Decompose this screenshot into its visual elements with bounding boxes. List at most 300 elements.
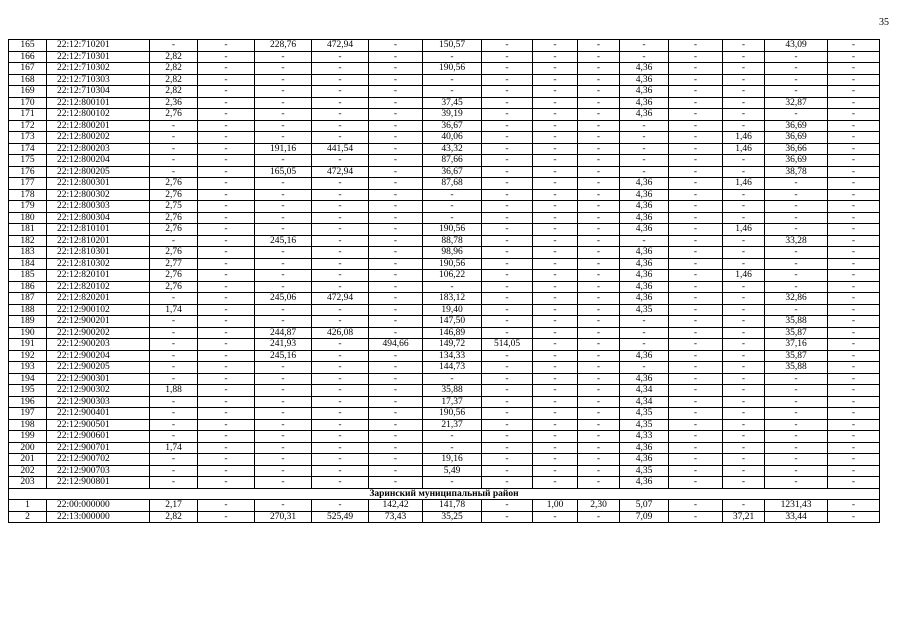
table-cell: 245,06 <box>255 293 312 305</box>
table-cell: - <box>533 166 578 178</box>
table-cell: - <box>482 500 533 512</box>
table-cell: 201 <box>9 454 47 466</box>
table-cell: - <box>482 109 533 121</box>
table-cell: - <box>578 166 620 178</box>
table-cell: 22:12:900501 <box>47 419 150 431</box>
table-cell: 4,36 <box>620 178 669 190</box>
table-cell: 244,87 <box>255 327 312 339</box>
table-cell: 196 <box>9 396 47 408</box>
table-cell: - <box>369 212 423 224</box>
section-row <box>9 488 880 500</box>
table-cell: 22:12:810101 <box>47 224 150 236</box>
table-cell: - <box>578 201 620 213</box>
table-cell: 22:12:820101 <box>47 270 150 282</box>
table-cell: - <box>578 86 620 98</box>
table-cell: - <box>828 477 880 489</box>
table-cell: - <box>198 120 255 132</box>
table-cell: 22:12:800205 <box>47 166 150 178</box>
table-cell: - <box>620 339 669 351</box>
table-cell: - <box>620 316 669 328</box>
table-cell: - <box>198 235 255 247</box>
table-cell: - <box>620 235 669 247</box>
table-cell: 22:12:820201 <box>47 293 150 305</box>
table-cell: - <box>255 304 312 316</box>
table-cell: 22:12:900201 <box>47 316 150 328</box>
table-cell: - <box>312 477 369 489</box>
table-cell: - <box>533 143 578 155</box>
table-cell: 426,08 <box>312 327 369 339</box>
table-cell: - <box>828 51 880 63</box>
table-cell: - <box>312 385 369 397</box>
table-cell: - <box>312 212 369 224</box>
table-cell: - <box>312 270 369 282</box>
table-cell: 2,82 <box>150 63 198 75</box>
table-cell: 199 <box>9 431 47 443</box>
table-cell: - <box>369 201 423 213</box>
table-cell: 1,46 <box>723 178 765 190</box>
table-cell: 190,56 <box>423 63 482 75</box>
table-cell: 40,06 <box>423 132 482 144</box>
table-cell: 4,35 <box>620 465 669 477</box>
table-cell: 189 <box>9 316 47 328</box>
table-cell: - <box>369 477 423 489</box>
table-row <box>9 155 880 167</box>
table-cell: 4,33 <box>620 431 669 443</box>
table-cell: - <box>669 373 723 385</box>
table-cell: 22:12:810302 <box>47 258 150 270</box>
table-cell: - <box>369 293 423 305</box>
table-cell: - <box>369 270 423 282</box>
table-cell: - <box>423 373 482 385</box>
table-cell: - <box>765 270 828 282</box>
table-cell: - <box>723 431 765 443</box>
table-cell: 35,88 <box>765 362 828 374</box>
table-cell: - <box>198 178 255 190</box>
table-row <box>9 293 880 305</box>
table-cell: - <box>578 143 620 155</box>
table-row <box>9 201 880 213</box>
table-cell: - <box>828 431 880 443</box>
table-cell: - <box>723 477 765 489</box>
table-cell: 22:12:900401 <box>47 408 150 420</box>
table-cell: 172 <box>9 120 47 132</box>
table-cell: - <box>255 247 312 259</box>
table-cell: - <box>255 477 312 489</box>
table-cell: - <box>723 350 765 362</box>
table-cell: - <box>723 408 765 420</box>
table-cell: 1,74 <box>150 442 198 454</box>
table-cell: 141,78 <box>423 500 482 512</box>
table-cell: - <box>369 304 423 316</box>
table-cell: 39,19 <box>423 109 482 121</box>
table-cell: 169 <box>9 86 47 98</box>
table-cell: - <box>533 408 578 420</box>
table-cell: - <box>723 304 765 316</box>
table-cell: - <box>150 293 198 305</box>
table-cell: - <box>198 97 255 109</box>
table-cell: 150,57 <box>423 40 482 52</box>
table-cell: - <box>765 178 828 190</box>
table-cell: - <box>533 511 578 523</box>
table-cell: 1,88 <box>150 385 198 397</box>
table-cell: - <box>150 362 198 374</box>
table-cell: - <box>198 454 255 466</box>
table-cell: - <box>369 143 423 155</box>
table-cell: - <box>669 511 723 523</box>
table-cell: 193 <box>9 362 47 374</box>
table-cell: 87,66 <box>423 155 482 167</box>
table-cell: 22:12:800203 <box>47 143 150 155</box>
table-cell: - <box>669 339 723 351</box>
table-cell: - <box>369 327 423 339</box>
table-cell: - <box>620 143 669 155</box>
table-cell: - <box>312 304 369 316</box>
table-cell: 2,82 <box>150 86 198 98</box>
table-cell: 190 <box>9 327 47 339</box>
table-cell: 4,36 <box>620 74 669 86</box>
table-cell: 4,36 <box>620 247 669 259</box>
table-cell: - <box>533 396 578 408</box>
table-cell: 35,87 <box>765 327 828 339</box>
table-cell: - <box>828 454 880 466</box>
table-cell: - <box>312 132 369 144</box>
table-cell: - <box>669 442 723 454</box>
table-cell: - <box>255 408 312 420</box>
table-row <box>9 431 880 443</box>
table-cell: - <box>255 419 312 431</box>
table-cell: - <box>578 120 620 132</box>
table-cell: - <box>255 500 312 512</box>
table-cell: - <box>312 155 369 167</box>
table-cell: 36,67 <box>423 120 482 132</box>
table-cell: 2,76 <box>150 109 198 121</box>
table-cell: 36,66 <box>765 143 828 155</box>
table-cell: 166 <box>9 51 47 63</box>
table-cell: - <box>669 258 723 270</box>
table-cell: 514,05 <box>482 339 533 351</box>
table-cell: 4,36 <box>620 189 669 201</box>
table-row <box>9 63 880 75</box>
table-cell: - <box>482 362 533 374</box>
table-cell: - <box>533 258 578 270</box>
table-row <box>9 97 880 109</box>
table-cell: - <box>255 362 312 374</box>
table-cell: - <box>312 362 369 374</box>
table-cell: - <box>255 201 312 213</box>
table-cell: - <box>369 247 423 259</box>
table-row <box>9 362 880 374</box>
table-cell: - <box>482 477 533 489</box>
table-cell: - <box>828 281 880 293</box>
table-cell: - <box>578 396 620 408</box>
table-cell: 2,76 <box>150 189 198 201</box>
table-cell: - <box>828 408 880 420</box>
table-cell: - <box>765 281 828 293</box>
table-cell: 2,76 <box>150 281 198 293</box>
table-cell: 198 <box>9 419 47 431</box>
table-cell: 22:12:900303 <box>47 396 150 408</box>
table-row <box>9 212 880 224</box>
table-cell: - <box>312 431 369 443</box>
table-cell: - <box>578 247 620 259</box>
table-cell: - <box>669 155 723 167</box>
table-cell: 525,49 <box>312 511 369 523</box>
table-cell: - <box>669 362 723 374</box>
table-cell: - <box>578 373 620 385</box>
table-cell: - <box>578 155 620 167</box>
table-cell: 4,35 <box>620 419 669 431</box>
table-cell: 179 <box>9 201 47 213</box>
table-cell: 2,76 <box>150 247 198 259</box>
table-cell: 241,93 <box>255 339 312 351</box>
table-cell: 1,46 <box>723 270 765 282</box>
table-cell: 5,07 <box>620 500 669 512</box>
table-cell: - <box>669 166 723 178</box>
table-cell: - <box>723 109 765 121</box>
table-cell: - <box>828 316 880 328</box>
table-cell: - <box>669 120 723 132</box>
table-cell: - <box>198 327 255 339</box>
data-table <box>8 39 880 523</box>
table-cell: - <box>198 431 255 443</box>
table-cell: - <box>669 178 723 190</box>
table-cell: - <box>533 281 578 293</box>
table-cell: - <box>482 143 533 155</box>
table-cell: - <box>533 178 578 190</box>
table-cell: - <box>482 304 533 316</box>
table-cell: - <box>150 431 198 443</box>
table-cell: - <box>669 109 723 121</box>
table-cell: - <box>578 281 620 293</box>
table-cell: - <box>533 132 578 144</box>
table-cell: 180 <box>9 212 47 224</box>
table-cell: - <box>198 166 255 178</box>
table-cell: - <box>423 189 482 201</box>
table-cell: - <box>255 155 312 167</box>
table-cell: - <box>369 396 423 408</box>
table-cell: - <box>669 454 723 466</box>
table-row <box>9 178 880 190</box>
table-cell: - <box>533 304 578 316</box>
table-cell: - <box>312 350 369 362</box>
table-cell: - <box>765 189 828 201</box>
table-cell: 182 <box>9 235 47 247</box>
table-row <box>9 281 880 293</box>
table-cell: - <box>578 419 620 431</box>
table-cell: 22:12:900601 <box>47 431 150 443</box>
table-cell: - <box>723 316 765 328</box>
table-cell: 203 <box>9 477 47 489</box>
table-cell: - <box>198 224 255 236</box>
table-cell: - <box>369 155 423 167</box>
table-cell: 4,36 <box>620 477 669 489</box>
table-cell: 36,69 <box>765 120 828 132</box>
table-cell: - <box>198 465 255 477</box>
table-cell: - <box>369 189 423 201</box>
table-cell: - <box>482 235 533 247</box>
table-cell: - <box>423 442 482 454</box>
table-cell: - <box>533 224 578 236</box>
table-row <box>9 454 880 466</box>
table-cell: - <box>533 86 578 98</box>
table-cell: 4,36 <box>620 442 669 454</box>
table-cell: - <box>482 465 533 477</box>
table-cell: - <box>482 201 533 213</box>
table-cell: - <box>723 189 765 201</box>
table-cell: - <box>723 247 765 259</box>
table-cell: 35,88 <box>423 385 482 397</box>
table-cell: 22:12:900203 <box>47 339 150 351</box>
table-cell: - <box>669 477 723 489</box>
table-cell: 37,45 <box>423 97 482 109</box>
table-cell: - <box>578 40 620 52</box>
table-cell: - <box>578 431 620 443</box>
table-cell: - <box>669 212 723 224</box>
table-cell: - <box>198 143 255 155</box>
table-row <box>9 396 880 408</box>
table-row <box>9 120 880 132</box>
table-cell: - <box>578 385 620 397</box>
table-cell: - <box>198 442 255 454</box>
table-cell: - <box>369 465 423 477</box>
table-cell: - <box>369 132 423 144</box>
table-cell: - <box>669 281 723 293</box>
table-cell: - <box>669 247 723 259</box>
table-cell: 2,76 <box>150 224 198 236</box>
table-row <box>9 327 880 339</box>
table-cell: - <box>533 373 578 385</box>
table-cell: - <box>312 74 369 86</box>
table-cell: 2,17 <box>150 500 198 512</box>
table-cell: 22:12:710302 <box>47 63 150 75</box>
table-cell: - <box>369 86 423 98</box>
table-row <box>9 408 880 420</box>
table-cell: - <box>369 166 423 178</box>
table-cell: 36,69 <box>765 132 828 144</box>
table-cell: 2,76 <box>150 212 198 224</box>
table-cell: - <box>312 442 369 454</box>
table-cell: 171 <box>9 109 47 121</box>
table-cell: - <box>533 109 578 121</box>
table-cell: - <box>423 431 482 443</box>
table-cell: - <box>723 419 765 431</box>
table-cell: - <box>578 316 620 328</box>
table-cell: - <box>669 408 723 420</box>
table-cell: - <box>482 442 533 454</box>
table-cell: - <box>723 465 765 477</box>
table-cell: 188 <box>9 304 47 316</box>
table-cell: 186 <box>9 281 47 293</box>
table-cell: 1,46 <box>723 132 765 144</box>
table-cell: - <box>723 166 765 178</box>
table-cell: - <box>765 442 828 454</box>
table-cell: - <box>578 511 620 523</box>
table-cell: - <box>369 442 423 454</box>
table-cell: 19,40 <box>423 304 482 316</box>
table-cell: - <box>369 385 423 397</box>
table-cell: - <box>765 396 828 408</box>
table-cell: 22:00:000000 <box>47 500 150 512</box>
table-cell: - <box>765 373 828 385</box>
table-cell: 2,76 <box>150 178 198 190</box>
table-cell: - <box>669 304 723 316</box>
table-cell: - <box>578 51 620 63</box>
table-cell: - <box>669 40 723 52</box>
table-cell: - <box>828 293 880 305</box>
table-cell: - <box>578 224 620 236</box>
table-cell: - <box>533 316 578 328</box>
table-cell: - <box>723 201 765 213</box>
table-cell: - <box>482 419 533 431</box>
table-cell: - <box>765 109 828 121</box>
table-cell: - <box>255 189 312 201</box>
table-cell: 2 <box>9 511 47 523</box>
table-cell: - <box>369 74 423 86</box>
table-cell: 2,82 <box>150 511 198 523</box>
table-cell: 106,22 <box>423 270 482 282</box>
table-cell: - <box>255 74 312 86</box>
table-cell: 4,36 <box>620 350 669 362</box>
table-cell: - <box>765 212 828 224</box>
table-cell: - <box>669 189 723 201</box>
table-cell: - <box>369 419 423 431</box>
table-cell: - <box>828 40 880 52</box>
table-cell: - <box>828 511 880 523</box>
table-cell: - <box>482 224 533 236</box>
table-cell: 37,21 <box>723 511 765 523</box>
table-cell: - <box>828 258 880 270</box>
table-cell: 22:12:900102 <box>47 304 150 316</box>
table-cell: - <box>312 500 369 512</box>
table-cell: - <box>198 511 255 523</box>
table-cell: - <box>255 454 312 466</box>
table-cell: - <box>312 97 369 109</box>
table-cell: 4,36 <box>620 109 669 121</box>
table-cell: - <box>828 247 880 259</box>
table-cell: - <box>578 178 620 190</box>
table-cell: - <box>578 362 620 374</box>
table-cell: - <box>369 316 423 328</box>
table-cell: - <box>482 454 533 466</box>
table-cell: 22:12:710301 <box>47 51 150 63</box>
table-cell: 22:12:800102 <box>47 109 150 121</box>
table-cell: 17,37 <box>423 396 482 408</box>
table-cell: - <box>828 212 880 224</box>
table-cell: - <box>620 166 669 178</box>
table-cell: 181 <box>9 224 47 236</box>
table-cell: - <box>533 270 578 282</box>
table-cell: - <box>150 419 198 431</box>
table-cell: 1,46 <box>723 224 765 236</box>
table-cell: - <box>482 281 533 293</box>
table-row <box>9 143 880 155</box>
table-cell: - <box>723 362 765 374</box>
table-cell: 176 <box>9 166 47 178</box>
table-cell: 494,66 <box>369 339 423 351</box>
table-cell: - <box>312 120 369 132</box>
table-cell: - <box>482 385 533 397</box>
table-cell: 22:12:900302 <box>47 385 150 397</box>
table-cell: 170 <box>9 97 47 109</box>
table-cell: - <box>482 51 533 63</box>
table-cell: - <box>828 166 880 178</box>
table-cell: - <box>423 74 482 86</box>
table-cell: 191,16 <box>255 143 312 155</box>
table-cell: 98,96 <box>423 247 482 259</box>
table-cell: - <box>765 247 828 259</box>
table-row <box>9 224 880 236</box>
table-cell: - <box>369 178 423 190</box>
